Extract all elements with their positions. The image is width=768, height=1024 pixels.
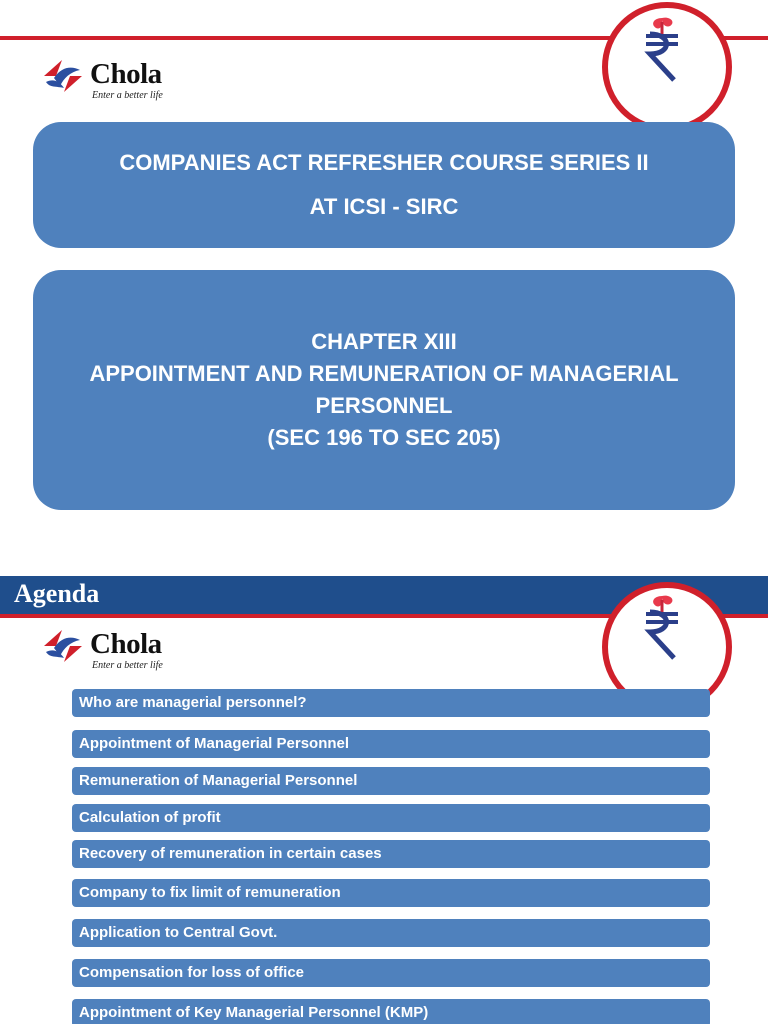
logo-name: Chola	[90, 58, 162, 90]
agenda-item: Who are managerial personnel?	[72, 689, 710, 717]
agenda-item: Recovery of remuneration in certain cases	[72, 840, 710, 868]
agenda-item: Appointment of Managerial Personnel	[72, 730, 710, 758]
agenda-item: Remuneration of Managerial Personnel	[72, 767, 710, 795]
course-title-line-2: AT ICSI - SIRC	[309, 194, 459, 219]
chola-logo	[40, 626, 200, 676]
chola-logo	[40, 56, 200, 106]
logo-tagline: Enter a better life	[92, 90, 163, 101]
chapter-line-2: APPOINTMENT AND REMUNERATION OF MANAGERIAL	[89, 361, 679, 386]
agenda-item: Company to fix limit of remuneration	[72, 879, 710, 907]
slide-gap	[0, 536, 768, 576]
agenda-item: Compensation for loss of office	[72, 959, 710, 987]
rupee-sprout-icon	[632, 592, 692, 662]
chapter-line-3: PERSONNEL	[315, 393, 453, 418]
chapter-line-4: (SEC 196 TO SEC 205)	[267, 425, 501, 450]
agenda-item: Calculation of profit	[72, 804, 710, 832]
rupee-sprout-icon	[632, 14, 692, 84]
agenda-item: Appointment of Key Managerial Personnel (KMP)	[72, 999, 710, 1024]
agenda-item: Application to Central Govt.	[72, 919, 710, 947]
chola-logo-icon	[40, 56, 86, 96]
chapter-line-1: CHAPTER XIII	[311, 329, 457, 354]
course-title-line-1: COMPANIES ACT REFRESHER COURSE SERIES II	[119, 150, 649, 175]
course-title-panel	[33, 122, 735, 248]
chapter-title-panel	[33, 270, 735, 510]
logo-name: Chola	[90, 628, 162, 660]
agenda-title: Agenda	[14, 579, 100, 608]
logo-tagline: Enter a better life	[92, 660, 163, 671]
agenda-slide	[0, 576, 768, 1024]
chola-logo-icon	[40, 626, 86, 666]
